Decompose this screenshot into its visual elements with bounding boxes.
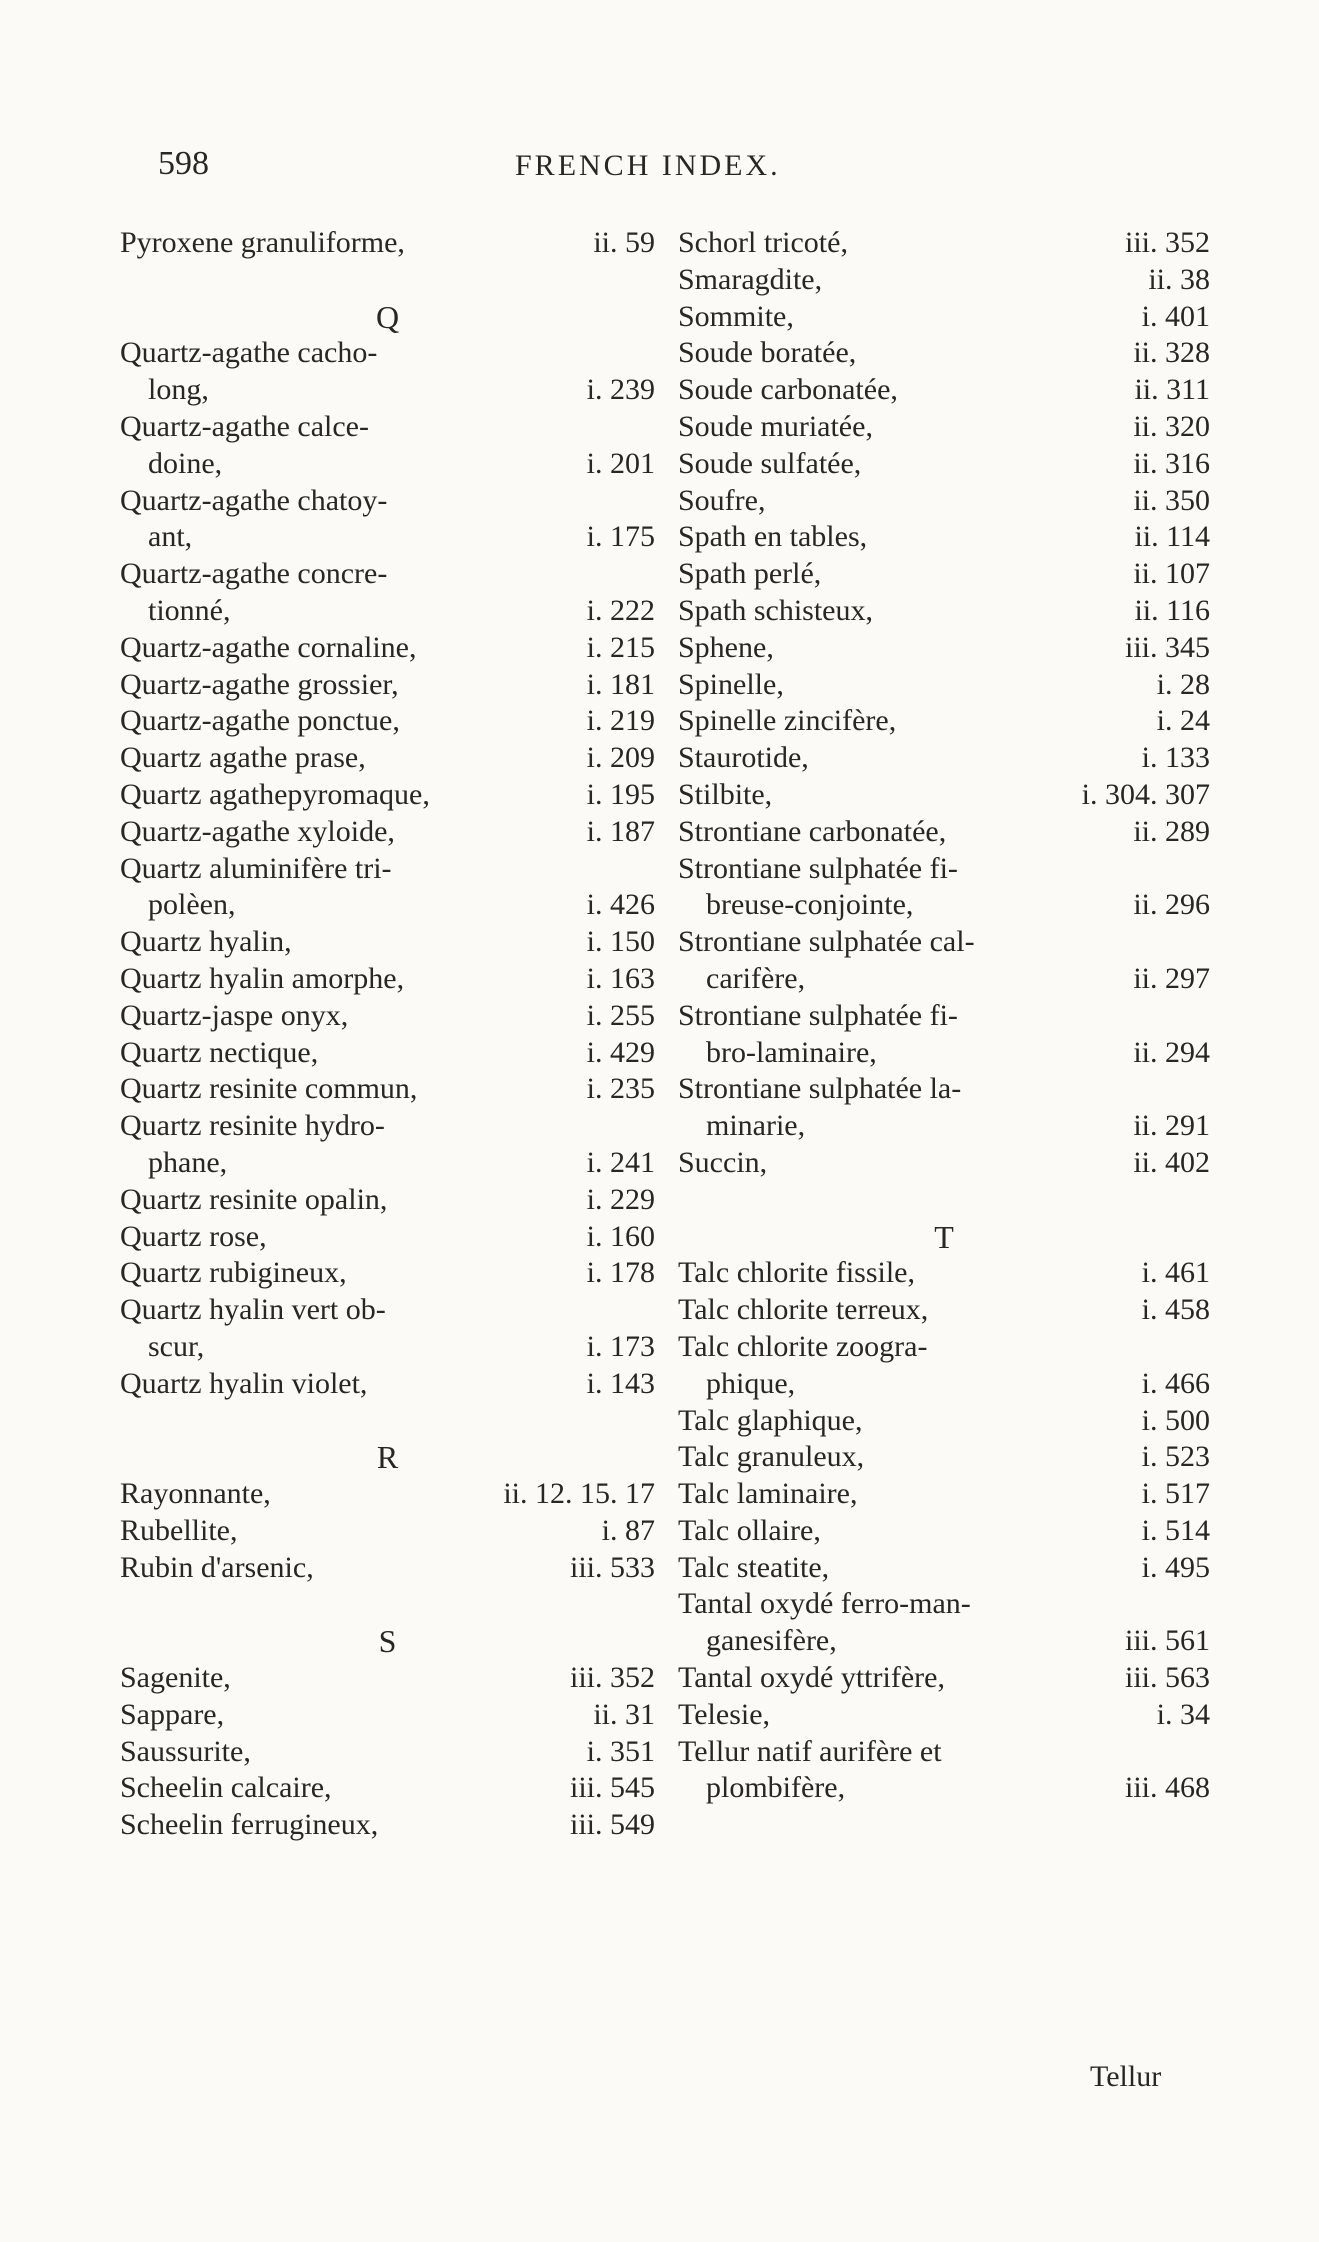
entry-reference: i. 241: [586, 1145, 655, 1179]
index-entry: [120, 225, 655, 262]
index-entry: [120, 409, 655, 446]
entry-reference: i. 500: [1141, 1403, 1210, 1437]
entry-term: Quartz resinite commun,: [120, 1072, 418, 1106]
entry-reference: ii. 350: [1133, 483, 1210, 517]
entry-term: Talc granuleux,: [678, 1440, 865, 1474]
entry-term: doine,: [148, 446, 223, 480]
entry-reference: i. 201: [586, 446, 655, 480]
entry-term: Soude sulfatée,: [678, 446, 862, 480]
entry-term: Sphene,: [678, 630, 774, 664]
section-letter: [120, 1623, 655, 1660]
index-entry: [120, 372, 655, 409]
index-entry: [120, 593, 655, 630]
index-entry: [678, 851, 1210, 888]
entry-term: Quartz hyalin violet,: [120, 1366, 368, 1400]
index-entry: [120, 1513, 655, 1550]
entry-reference: ii. 320: [1133, 409, 1210, 443]
entry-term: Sappare,: [120, 1697, 225, 1731]
entry-term: Talc chlorite terreux,: [678, 1293, 929, 1327]
entry-reference: ii. 107: [1133, 557, 1210, 591]
entry-reference: i. 133: [1141, 741, 1210, 775]
index-entry: [678, 1292, 1210, 1329]
index-entry: [120, 1182, 655, 1219]
entry-term: Quartz-agathe calce-: [120, 409, 369, 443]
entry-term: Staurotide,: [678, 741, 809, 775]
entry-reference: i. 87: [601, 1513, 655, 1547]
entry-term: Soude carbonatée,: [678, 373, 898, 407]
entry-reference: ii. 289: [1133, 814, 1210, 848]
entry-term: Quartz-agathe cacho-: [120, 336, 378, 370]
index-entry: [678, 1071, 1210, 1108]
entry-reference: ii. 402: [1133, 1145, 1210, 1179]
entry-reference: i. 429: [586, 1035, 655, 1069]
index-entry: [678, 483, 1210, 520]
section-letter: [120, 1439, 655, 1476]
entry-reference: i. 517: [1141, 1477, 1210, 1511]
entry-reference: i. 150: [586, 925, 655, 959]
entry-term: Quartz hyalin vert ob-: [120, 1293, 386, 1327]
entry-term: Rubellite,: [120, 1513, 238, 1547]
entry-term: Quartz-agathe xyloide,: [120, 814, 395, 848]
index-entry: [120, 777, 655, 814]
entry-reference: i. 461: [1141, 1256, 1210, 1290]
entry-term: plombifère,: [706, 1771, 846, 1805]
entry-term: Quartz hyalin,: [120, 925, 292, 959]
entry-term: Talc chlorite fissile,: [678, 1256, 915, 1290]
entry-term: tionné,: [148, 593, 231, 627]
entry-reference: iii. 468: [1124, 1771, 1210, 1805]
entry-reference: i. 222: [586, 593, 655, 627]
entry-term: Tantal oxydé yttrifère,: [678, 1661, 945, 1695]
entry-reference: iii. 549: [569, 1808, 655, 1842]
index-entry: [678, 372, 1210, 409]
entry-reference: ii. 291: [1133, 1109, 1210, 1143]
entry-term: Quartz resinite hydro-: [120, 1109, 385, 1143]
entry-term: minarie,: [706, 1109, 806, 1143]
entry-term: Quartz rose,: [120, 1219, 267, 1253]
entry-reference: i. 235: [586, 1072, 655, 1106]
entry-term: long,: [148, 373, 209, 407]
entry-term: ganesifère,: [706, 1624, 837, 1658]
right-index-column: [678, 225, 1210, 1807]
index-entry: [120, 1329, 655, 1366]
index-entry: [678, 519, 1210, 556]
entry-reference: ii. 296: [1133, 888, 1210, 922]
section-letter: [678, 1219, 1210, 1256]
entry-reference: iii. 561: [1124, 1624, 1210, 1658]
entry-reference: i. 426: [586, 888, 655, 922]
index-entry: [678, 814, 1210, 851]
entry-term: Sagenite,: [120, 1661, 231, 1695]
entry-reference: ii. 12. 15. 17: [503, 1477, 655, 1511]
index-entry: [120, 335, 655, 372]
index-entry: [120, 556, 655, 593]
entry-reference: iii. 545: [569, 1771, 655, 1805]
entry-term: Sommite,: [678, 299, 794, 333]
index-entry: [678, 961, 1210, 998]
blank-line: [120, 262, 655, 299]
entry-term: phane,: [148, 1145, 228, 1179]
entry-reference: i. 195: [586, 777, 655, 811]
index-entry: [120, 519, 655, 556]
index-entry: [120, 1476, 655, 1513]
index-entry: [678, 1329, 1210, 1366]
entry-reference: ii. 328: [1133, 336, 1210, 370]
entry-reference: i. 466: [1141, 1366, 1210, 1400]
entry-term: Talc chlorite zoogra-: [678, 1329, 928, 1363]
entry-reference: ii. 31: [593, 1697, 655, 1731]
index-entry: [678, 299, 1210, 336]
page-number: 598: [158, 145, 209, 182]
entry-term: Pyroxene granuliforme,: [120, 226, 405, 259]
entry-reference: iii. 352: [569, 1661, 655, 1695]
index-entry: [120, 1145, 655, 1182]
entry-reference: i. 229: [586, 1182, 655, 1216]
entry-term: Quartz resinite opalin,: [120, 1182, 388, 1216]
index-entry: [120, 961, 655, 998]
entry-term: Strontiane sulphatée la-: [678, 1072, 962, 1106]
index-entry: [120, 1219, 655, 1256]
entry-term: Strontiane sulphatée fi-: [678, 851, 958, 885]
entry-reference: ii. 316: [1133, 446, 1210, 480]
entry-term: Quartz-agathe cornaline,: [120, 630, 417, 664]
index-entry: [678, 740, 1210, 777]
entry-term: Quartz-agathe concre-: [120, 557, 388, 591]
entry-term: Quartz-agathe chatoy-: [120, 483, 388, 517]
index-entry: [120, 1660, 655, 1697]
entry-term: Quartz agathepyromaque,: [120, 777, 430, 811]
index-entry: [120, 1770, 655, 1807]
section-letter-text: T: [934, 1218, 954, 1255]
index-entry: [678, 1734, 1210, 1771]
running-title: FRENCH INDEX.: [515, 149, 781, 182]
entry-term: Tantal oxydé ferro-man-: [678, 1587, 971, 1621]
blank-line: [120, 1586, 655, 1623]
index-entry: [678, 1476, 1210, 1513]
entry-term: Saussurite,: [120, 1734, 251, 1768]
entry-reference: i. 401: [1141, 299, 1210, 333]
index-entry: [678, 1255, 1210, 1292]
entry-term: Quartz-agathe grossier,: [120, 667, 399, 701]
page-header: [0, 145, 1319, 195]
index-entry: [678, 225, 1210, 262]
entry-term: Talc steatite,: [678, 1550, 830, 1584]
index-entry: [678, 1770, 1210, 1807]
section-letter-text: S: [378, 1623, 397, 1660]
index-entry: [120, 483, 655, 520]
entry-term: Quartz nectique,: [120, 1035, 319, 1069]
entry-reference: i. 178: [586, 1256, 655, 1290]
entry-term: Spath schisteux,: [678, 593, 873, 627]
entry-term: Strontiane sulphatée fi-: [678, 998, 958, 1032]
entry-reference: i. 523: [1141, 1440, 1210, 1474]
entry-term: Rubin d'arsenic,: [120, 1550, 314, 1584]
entry-reference: i. 219: [586, 704, 655, 738]
entry-reference: ii. 59: [593, 226, 655, 259]
entry-reference: i. 255: [586, 998, 655, 1032]
index-entry: [678, 1439, 1210, 1476]
entry-reference: ii. 116: [1134, 593, 1210, 627]
index-entry: [678, 924, 1210, 961]
entry-term: Quartz rubigineux,: [120, 1256, 347, 1290]
entry-reference: i. 304. 307: [1081, 777, 1210, 811]
index-entry: [120, 851, 655, 888]
entry-term: Rayonnante,: [120, 1477, 271, 1511]
entry-term: Strontiane sulphatée cal-: [678, 925, 975, 959]
index-entry: [678, 1623, 1210, 1660]
index-entry: [678, 409, 1210, 446]
index-entry: [120, 1035, 655, 1072]
entry-term: Quartz hyalin amorphe,: [120, 961, 405, 995]
entry-reference: i. 351: [586, 1734, 655, 1768]
entry-term: breuse-conjointe,: [706, 888, 914, 922]
entry-term: scur,: [148, 1329, 205, 1363]
entry-term: Quartz-jaspe onyx,: [120, 998, 349, 1032]
index-entry: [120, 924, 655, 961]
index-entry: [678, 998, 1210, 1035]
entry-term: Succin,: [678, 1145, 768, 1179]
index-entry: [678, 1035, 1210, 1072]
entry-reference: i. 34: [1156, 1697, 1210, 1731]
index-entry: [120, 1807, 655, 1844]
index-entry: [678, 335, 1210, 372]
index-entry: [678, 1145, 1210, 1182]
entry-term: Scheelin calcaire,: [120, 1771, 332, 1805]
index-entry: [678, 1366, 1210, 1403]
index-entry: [678, 262, 1210, 299]
index-entry: [678, 703, 1210, 740]
index-entry: [678, 1513, 1210, 1550]
entry-reference: iii. 563: [1124, 1661, 1210, 1695]
index-entry: [678, 1550, 1210, 1587]
entry-term: Spinelle,: [678, 667, 784, 701]
index-entry: [678, 1108, 1210, 1145]
entry-term: Tellur natif aurifère et: [678, 1734, 942, 1768]
entry-reference: iii. 533: [569, 1550, 655, 1584]
entry-term: polèen,: [148, 888, 236, 922]
entry-reference: i. 215: [586, 630, 655, 664]
entry-reference: i. 209: [586, 741, 655, 775]
index-entry: [120, 1366, 655, 1403]
index-entry: [120, 887, 655, 924]
index-entry: [678, 887, 1210, 924]
entry-term: Smaragdite,: [678, 262, 823, 296]
entry-reference: iii. 345: [1124, 630, 1210, 664]
entry-reference: i. 495: [1141, 1550, 1210, 1584]
entry-term: Telesie,: [678, 1697, 771, 1731]
blank-line: [120, 1403, 655, 1440]
index-entry: [120, 703, 655, 740]
index-entry: [120, 998, 655, 1035]
index-entry: [678, 1403, 1210, 1440]
entry-reference: i. 143: [586, 1366, 655, 1400]
index-entry: [120, 630, 655, 667]
index-entry: [678, 1586, 1210, 1623]
entry-term: Spath en tables,: [678, 520, 868, 554]
entry-term: Stilbite,: [678, 777, 773, 811]
entry-reference: i. 24: [1156, 704, 1210, 738]
entry-reference: ii. 311: [1134, 373, 1210, 407]
catchword: Tellur: [1090, 2060, 1162, 2093]
entry-term: Quartz agathe prase,: [120, 741, 366, 775]
entry-term: Spath perlé,: [678, 557, 822, 591]
entry-reference: ii. 297: [1133, 961, 1210, 995]
entry-term: Quartz aluminifère tri-: [120, 851, 392, 885]
entry-reference: i. 163: [586, 961, 655, 995]
index-entry: [678, 556, 1210, 593]
entry-term: Talc ollaire,: [678, 1513, 821, 1547]
index-entry: [120, 1071, 655, 1108]
entry-term: Soude boratée,: [678, 336, 857, 370]
entry-term: Soude muriatée,: [678, 409, 873, 443]
entry-term: Talc laminaire,: [678, 1477, 858, 1511]
blank-line: [678, 1182, 1210, 1219]
entry-reference: i. 175: [586, 520, 655, 554]
left-index-column: [120, 225, 655, 1844]
index-entry: [120, 1255, 655, 1292]
entry-term: Schorl tricoté,: [678, 226, 848, 259]
entry-term: Talc glaphique,: [678, 1403, 863, 1437]
entry-term: Spinelle zincifère,: [678, 704, 897, 738]
entry-reference: i. 514: [1141, 1513, 1210, 1547]
entry-reference: i. 160: [586, 1219, 655, 1253]
entry-reference: i. 239: [586, 373, 655, 407]
entry-reference: i. 173: [586, 1329, 655, 1363]
section-letter-text: Q: [375, 298, 400, 335]
index-entry: [120, 1292, 655, 1329]
index-entry: [120, 740, 655, 777]
index-entry: [678, 1697, 1210, 1734]
index-entry: [120, 1550, 655, 1587]
index-entry: [678, 593, 1210, 630]
index-entry: [678, 446, 1210, 483]
index-entry: [678, 667, 1210, 704]
entry-reference: iii. 352: [1124, 226, 1210, 259]
entry-reference: i. 28: [1156, 667, 1210, 701]
entry-reference: ii. 38: [1148, 262, 1210, 296]
entry-term: ant,: [148, 520, 193, 554]
entry-term: bro-laminaire,: [706, 1035, 877, 1069]
index-entry: [678, 777, 1210, 814]
section-letter-text: R: [376, 1439, 399, 1476]
index-entry: [678, 630, 1210, 667]
index-entry: [120, 814, 655, 851]
entry-term: Quartz-agathe ponctue,: [120, 704, 400, 738]
index-entry: [120, 446, 655, 483]
entry-term: Soufre,: [678, 483, 766, 517]
index-entry: [120, 1697, 655, 1734]
entry-term: Strontiane carbonatée,: [678, 814, 947, 848]
index-entry: [120, 1734, 655, 1771]
index-entry: [678, 1660, 1210, 1697]
entry-reference: ii. 294: [1133, 1035, 1210, 1069]
entry-reference: i. 187: [586, 814, 655, 848]
entry-term: carifère,: [706, 961, 806, 995]
index-entry: [120, 1108, 655, 1145]
entry-reference: ii. 114: [1134, 520, 1210, 554]
section-letter: [120, 299, 655, 336]
entry-reference: i. 458: [1141, 1293, 1210, 1327]
entry-reference: i. 181: [586, 667, 655, 701]
entry-term: Scheelin ferrugineux,: [120, 1808, 379, 1842]
entry-term: phique,: [706, 1366, 796, 1400]
index-entry: [120, 667, 655, 704]
